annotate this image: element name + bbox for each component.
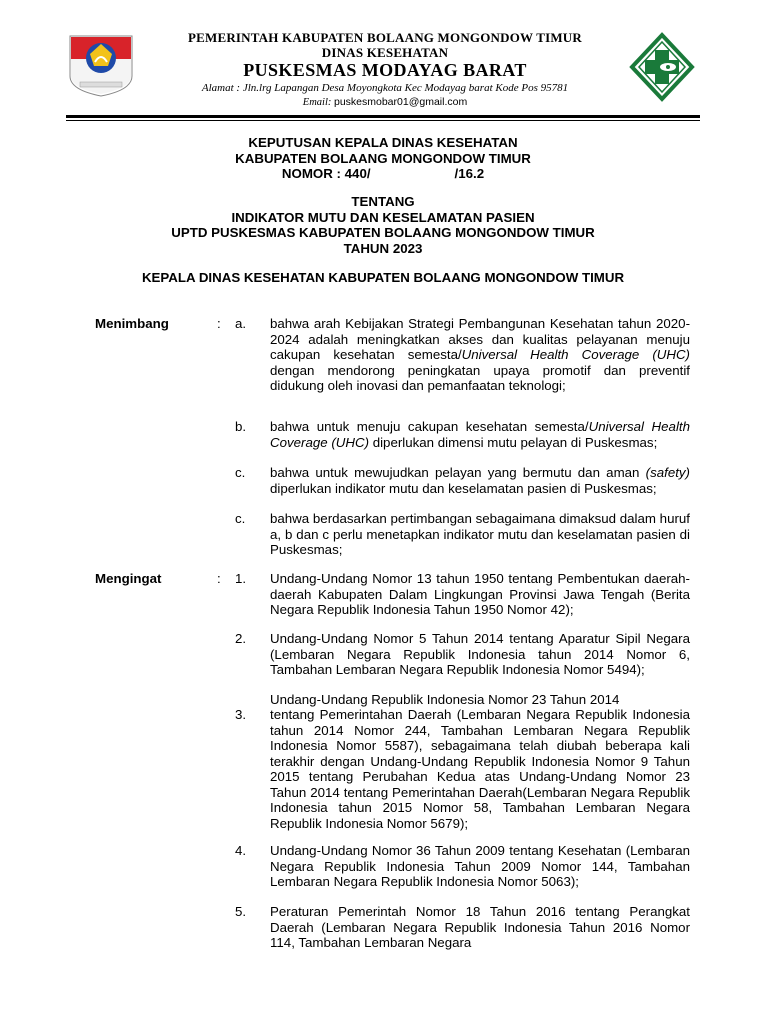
- item-text: bahwa untuk mewujudkan pelayan yang bermutu dan aman (safety) diperlukan indikator mutu dan keselamatan pasien di Puskesmas;: [270, 465, 690, 496]
- letterhead-puskesmas-name: PUSKESMAS MODAYAG BARAT: [243, 60, 527, 80]
- email-address: puskesmobar01@gmail.com: [333, 96, 468, 108]
- letterhead-email-line: [150, 95, 620, 110]
- item-text: bahwa untuk menuju cakupan kesehatan semesta/Universal Health Coverage (UHC) diperlukan dimensi mutu pelayan di Puskesmas;: [270, 419, 690, 450]
- item-text: tentang Pemerintahan Daerah (Lembaran Negara Republik Indonesia tahun 2014 Nomor 244, Tambahan Lembaran Negara Republik Indonesia Nomor 5587), sebagaimana telah diubah beberapa kali terakhir dengan Undang-Undang Republik Indonesia Nomor 9 Tahun 2015 tentang Perubahan Kedua atas Undang-Undang Nomor 23 Tahun 2014 tentang Pemerintahan Daerah(Lembaran Negara Republik Indonesia tahun 2015 Nomor 58, Tambahan Lembaran Negara Republik Indonesia Nomor 5679);: [270, 707, 690, 831]
- item-text: bahwa arah Kebijakan Strategi Pembangunan Kesehatan tahun 2020-2024 adalah meningkatkan akses dan kualitas pelayanan menuju cakupan kesehatan semesta/Universal Health Coverage (UHC) dengan mendorong peningkatan upaya promotif dan preventif didukung oleh inovasi dan pemanfaatan teknologi;: [270, 316, 690, 393]
- decree-title: [66, 135, 700, 182]
- item-text: Undang-Undang Nomor 13 tahun 1950 tentang Pembentukan daerah-daerah Kabupaten Dalam Lingkungan Provinsi Jawa Tengah (Berita Negara Republik Indonesia Tahun 1950 Nomor 42);: [270, 571, 690, 617]
- item-number: 1.: [235, 571, 247, 586]
- decree-subject-line1: INDIKATOR MUTU DAN KESELAMATAN PASIEN: [231, 209, 535, 225]
- item-number: 3.: [235, 707, 247, 722]
- decree-title-line2: KABUPATEN BOLAANG MONGONDOW TIMUR: [235, 150, 531, 166]
- item-text: Peraturan Pemerintah Nomor 18 Tahun 2016 tentang Perangkat Daerah (Lembaran Negara Republik Indonesia Tahun 2016 Nomor 114, Tambahan Lembaran Negara: [270, 904, 690, 950]
- item-text: bahwa berdasarkan pertimbangan sebagaimana dimaksud dalam huruf a, b dan c perlu menetapkan indikator mutu dan keselamatan pasien di Puskesmas;: [270, 511, 690, 557]
- decree-tentang: TENTANG: [351, 194, 415, 209]
- item-number: a.: [235, 316, 247, 331]
- puskesmas-cross-logo: [628, 32, 696, 102]
- letterhead-address: Alamat : Jln.lrg Lapangan Desa Moyongkota Kec Modayag barat Kode Pos 95781: [201, 82, 569, 94]
- item-number: 5.: [235, 904, 247, 919]
- decree-number-prefix: NOMOR : 440/: [281, 166, 371, 181]
- item-number: c.: [235, 465, 246, 480]
- decree-subject: [66, 194, 700, 256]
- menimbang-label: Menimbang: [95, 316, 169, 331]
- decree-subject-line2: UPTD PUSKESMAS KABUPATEN BOLAANG MONGONDOW TIMUR: [171, 225, 595, 240]
- item-text: Undang-Undang Nomor 36 Tahun 2009 tentang Kesehatan (Lembaran Negara Republik Indonesia Tahun 2009 Nomor 144, Tambahan Lembaran Negara Republik Indonesia Nomor 5063);: [270, 843, 690, 889]
- letterhead-rule-thin: [66, 120, 700, 121]
- item-number: 2.: [235, 631, 247, 646]
- item-text: Undang-Undang Nomor 5 Tahun 2014 tentang Aparatur Sipil Negara (Lembaran Negara Republik Indonesia tahun 2014 Nomor 6, Tambahan Lembaran Negara Republik Indonesia Nomor 5494);: [270, 631, 690, 677]
- item-number: b.: [235, 419, 247, 434]
- letterhead-government: PEMERINTAH KABUPATEN BOLAANG MONGONDOW TIMUR: [187, 30, 582, 45]
- item-number: 4.: [235, 843, 247, 858]
- regency-crest-logo: [66, 32, 136, 98]
- menimbang-colon: :: [217, 316, 221, 331]
- mengingat-colon: :: [217, 571, 221, 586]
- letterhead-department: DINAS KESEHATAN: [321, 45, 449, 60]
- item-text: Undang-Undang Republik Indonesia Nomor 23 Tahun 2014: [270, 692, 620, 707]
- decree-number-suffix: /16.2: [454, 166, 485, 181]
- decree-number: [66, 166, 700, 182]
- letterhead: [0, 0, 768, 124]
- decree-subject-line3: TAHUN 2023: [343, 240, 423, 256]
- item-number: c.: [235, 511, 246, 526]
- decree-official: KEPALA DINAS KESEHATAN KABUPATEN BOLAANG MONGONDOW TIMUR: [141, 270, 625, 285]
- email-label: Email:: [302, 97, 332, 108]
- letterhead-rule: [66, 115, 700, 118]
- decree-title-line1: KEPUTUSAN KEPALA DINAS KESEHATAN: [248, 135, 518, 150]
- mengingat-label: Mengingat: [95, 571, 162, 586]
